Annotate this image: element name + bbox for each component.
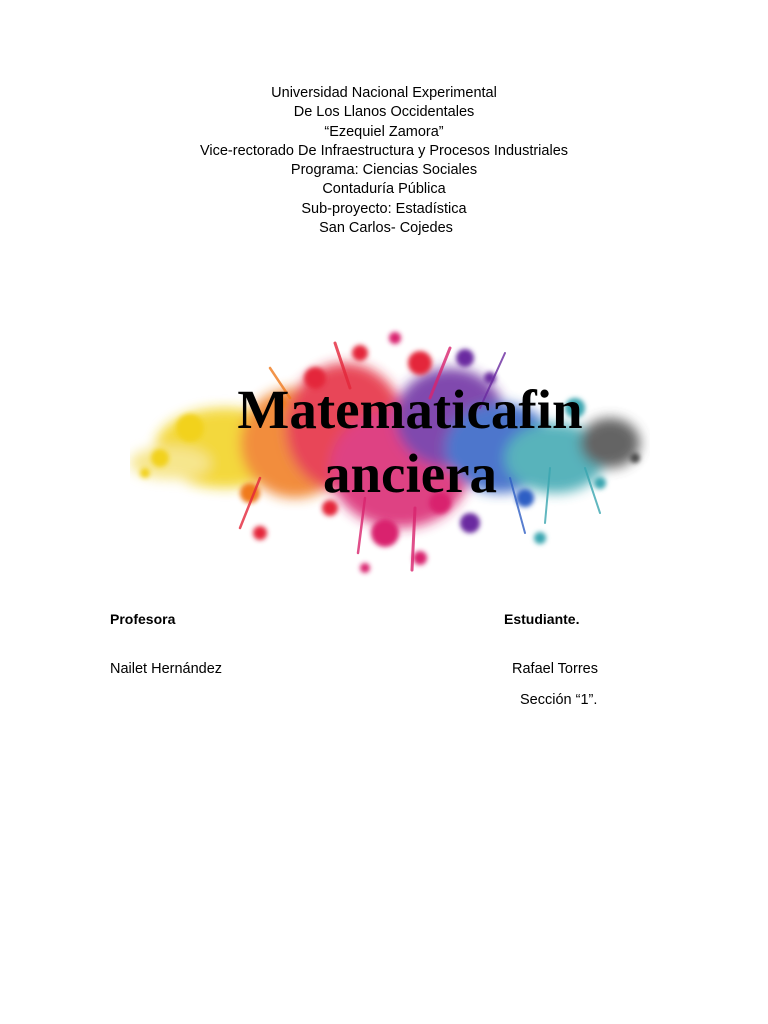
- professor-name: Nailet Hernández: [110, 661, 223, 677]
- header-vice-rectorate: Vice-rectorado De Infraestructura y Procesos Industriales: [199, 142, 569, 159]
- professor-label: Profesora: [110, 611, 176, 627]
- header-location: San Carlos- Cojedes: [315, 220, 453, 237]
- header-program: Programa: Ciencias Sociales: [290, 162, 478, 179]
- document-title: [200, 378, 620, 506]
- header-university: Universidad Nacional Experimental: [271, 85, 497, 101]
- title-line-2: anciera: [322, 443, 498, 504]
- header-namesake: “Ezequiel Zamora”: [324, 123, 444, 140]
- header-region: De Los Llanos Occidentales: [293, 104, 475, 121]
- title-line-1: Matematicafin: [237, 379, 583, 440]
- header-subproject: Sub-proyecto: Estadística: [301, 200, 467, 217]
- student-label: Estudiante.: [504, 611, 580, 627]
- student-name: Rafael Torres: [512, 661, 598, 677]
- institution-header: [0, 84, 768, 238]
- header-career: Contaduría Pública: [322, 181, 446, 198]
- student-section: Sección “1”.: [520, 692, 598, 708]
